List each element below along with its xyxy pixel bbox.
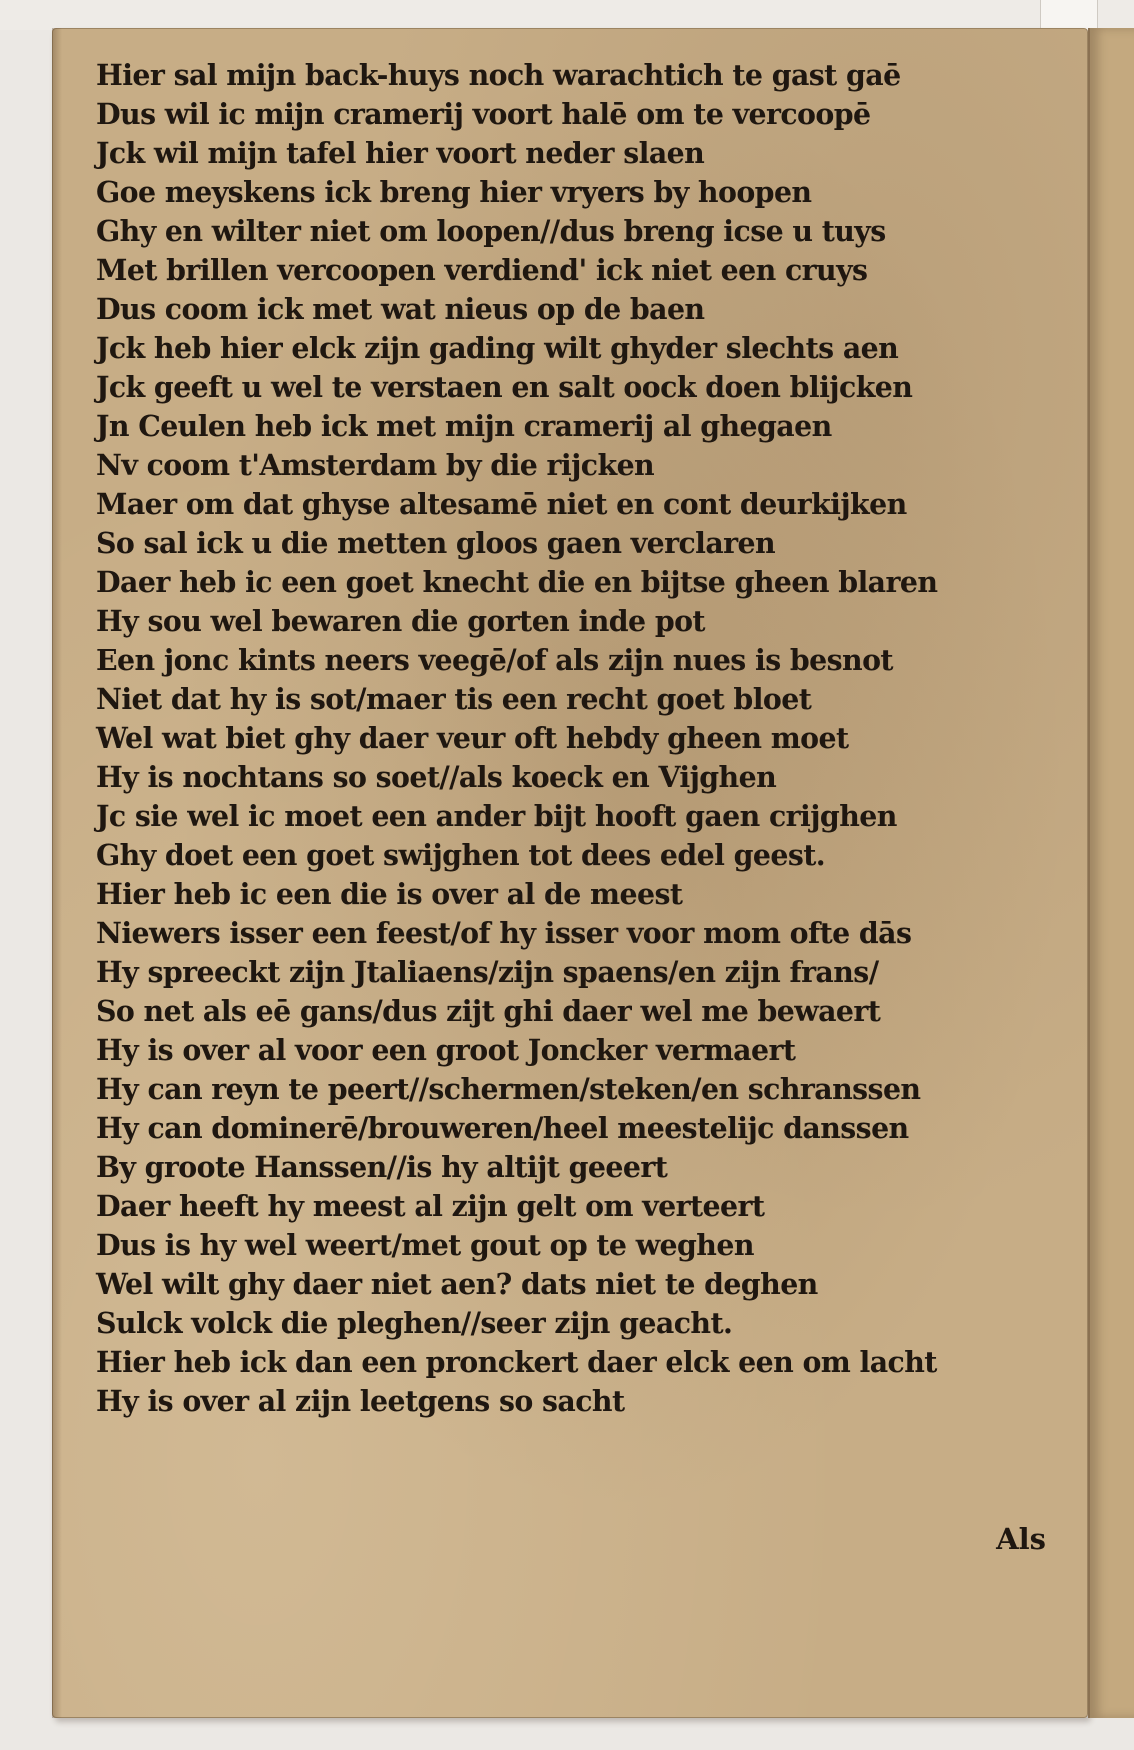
verse-line: Wel wat biet ghy daer veur oft hebdy gheen moet <box>96 721 849 755</box>
verse-line: So net als eē gans/dus zijt ghi daer wel me bewaert <box>96 994 881 1028</box>
verse-line: Jck geeft u wel te verstaen en salt oock doen blijcken <box>96 370 913 404</box>
verse-line: Hy can reyn te peert//schermen/steken/en schranssen <box>96 1072 921 1106</box>
page-edge-shadow <box>52 28 62 1718</box>
verse-line: Ghy en wilter niet om loopen//dus breng icse u tuys <box>96 214 886 248</box>
verse-line: So sal ick u die metten gloos gaen verclaren <box>96 526 776 560</box>
catchword: Als <box>996 1522 1046 1556</box>
verse-line: Niet dat hy is sot/maer tis een recht goet bloet <box>96 682 812 716</box>
verse-line: Hy is nochtans so soet//als koeck en Vijghen <box>96 760 777 794</box>
verse-line: Dus coom ick met wat nieus op de baen <box>96 292 705 326</box>
verse-line: Ghy doet een goet swijghen tot dees edel geest. <box>96 838 826 872</box>
verse-line: Daer heb ic een goet knecht die en bijtse gheen blaren <box>96 565 938 599</box>
verse-line: Hy sou wel bewaren die gorten inde pot <box>96 604 705 638</box>
verse-line: Hy spreeckt zijn Jtaliaens/zijn spaens/en zijn frans/ <box>96 955 879 989</box>
adjacent-page-edge <box>1088 28 1134 1718</box>
verse-line: Dus is hy wel weert/met gout op te weghen <box>96 1228 754 1262</box>
verse-line: Hier heb ic een die is over al de meest <box>96 877 683 911</box>
verse-line: Hy can dominerē/brouweren/heel meestelijc danssen <box>96 1111 909 1145</box>
verse-line: Jck heb hier elck zijn gading wilt ghyder slechts aen <box>96 331 899 365</box>
verse-line: Sulck volck die pleghen//seer zijn geacht. <box>96 1306 733 1340</box>
verse-line: Een jonc kints neers veegē/of als zijn nues is besnot <box>96 643 893 677</box>
verse-line: Nv coom t'Amsterdam by die rijcken <box>96 448 655 482</box>
verse-line: Hier heb ick dan een pronckert daer elck een om lacht <box>96 1345 937 1379</box>
verse-line: Met brillen vercoopen verdiend' ick niet een cruys <box>96 253 868 287</box>
verse-line: Daer heeft hy meest al zijn gelt om verteert <box>96 1189 765 1223</box>
verse-line: By groote Hanssen//is hy altijt geeert <box>96 1150 668 1184</box>
verse-line: Jn Ceulen heb ick met mijn cramerij al ghegaen <box>96 409 832 443</box>
verse-line: Hy is over al voor een groot Joncker vermaert <box>96 1033 796 1067</box>
verse-line: Maer om dat ghyse altesamē niet en cont deurkijken <box>96 487 907 521</box>
verse-text <box>96 56 1046 1421</box>
verse-line: Dus wil ic mijn cramerij voort halē om te vercoopē <box>96 97 871 131</box>
verse-line: Goe meyskens ick breng hier vryers by hoopen <box>96 175 812 209</box>
page-clip <box>1040 0 1098 30</box>
scanner-background <box>0 0 1134 30</box>
verse-line: Jck wil mijn tafel hier voort neder slaen <box>96 136 705 170</box>
verse-line: Hier sal mijn back-huys noch warachtich te gast gaē <box>96 58 901 92</box>
verse-line: Jc sie wel ic moet een ander bijt hooft gaen crijghen <box>96 799 897 833</box>
verse-line: Hy is over al zijn leetgens so sacht <box>96 1384 625 1418</box>
verse-line: Wel wilt ghy daer niet aen? dats niet te deghen <box>96 1267 818 1301</box>
verse-line: Niewers isser een feest/of hy isser voor mom ofte dās <box>96 916 912 950</box>
